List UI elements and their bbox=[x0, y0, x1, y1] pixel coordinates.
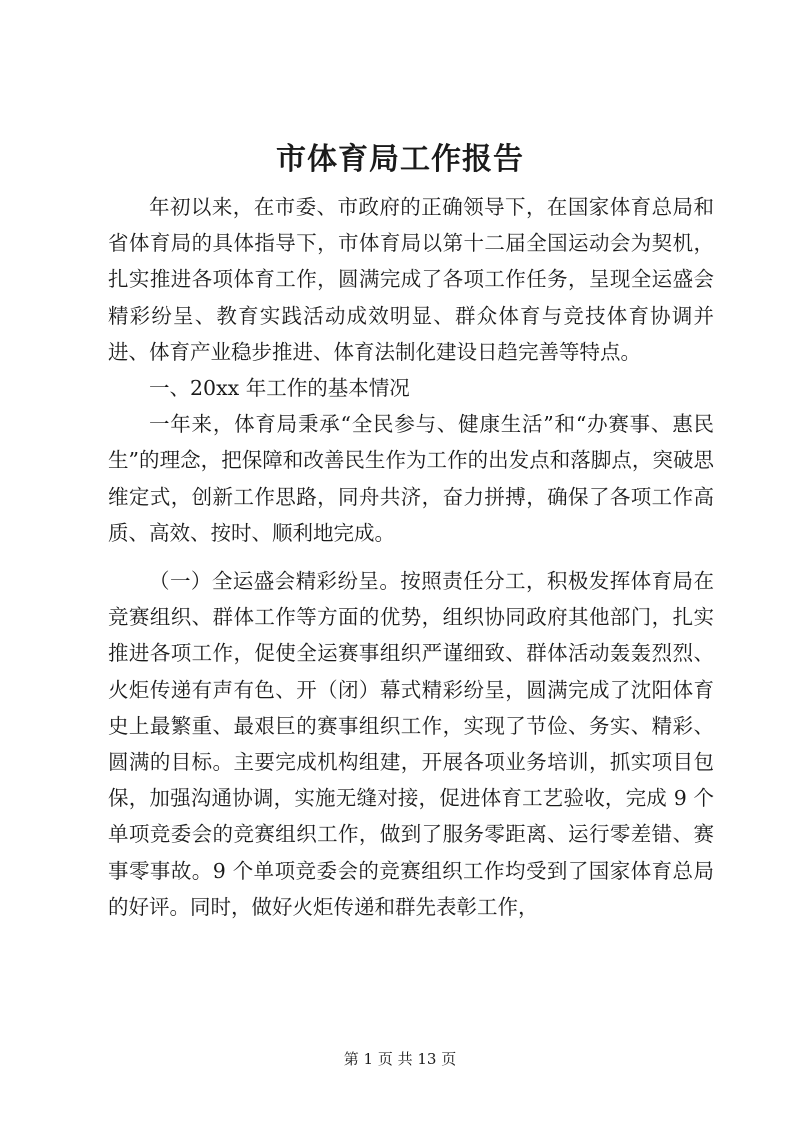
section-heading: 一、20xx 年工作的基本情况 bbox=[149, 376, 410, 401]
intro-paragraph: 年初以来，在市委、市政府的正确领导下，在国家体育总局和省体育局的具体指导下，市体育局以第十二届全国运动会为契机，扎实推进各项体育工作，圆满完成了各项工作任务，呈现全运盛会精彩纷呈、教育实践活动成效明显、群众体育与竞技体育协调并进、体育产业稳步推进、体育法制化建设日趋完善等特点。 bbox=[108, 195, 714, 364]
document-body bbox=[108, 189, 714, 925]
section-one-paragraph: （一）全运盛会精彩纷呈。按照责任分工，积极发挥体育局在竞赛组织、群体工作等方面的优势，组织协同政府其他部门，扎实推进各项工作，促使全运赛事组织严谨细致、群体活动轰轰烈烈、火炬传递有声有色、开（闭）幕式精彩纷呈，圆满完成了沈阳体育史上最繁重、最艰巨的赛事组织工作，实现了节俭、务实、精彩、圆满的目标。主要完成机构组建，开展各项业务培训，抓实项目包保，加强沟通协调，实施无缝对接，促进体育工艺验收，完成 9 个单项竞委会的竞赛组织工作，做到了服务零距离、运行零差错、赛事零事故。9 个单项竞委会的竞赛组织工作均受到了国家体育总局的好评。同时，做好火炬传递和群先表彰工作， bbox=[108, 569, 714, 919]
page-footer: 第 1 页 共 13 页 bbox=[343, 1050, 457, 1068]
overview-paragraph: 一年来，体育局秉承“全民参与、健康生活”和“办赛事、惠民生”的理念，把保障和改善民生作为工作的出发点和落脚点，突破思维定式，创新工作思路，同舟共济，奋力拼搏，确保了各项工作高质、高效、按时、顺利地完成。 bbox=[108, 412, 714, 545]
document-title: 市体育局工作报告 bbox=[276, 142, 524, 177]
